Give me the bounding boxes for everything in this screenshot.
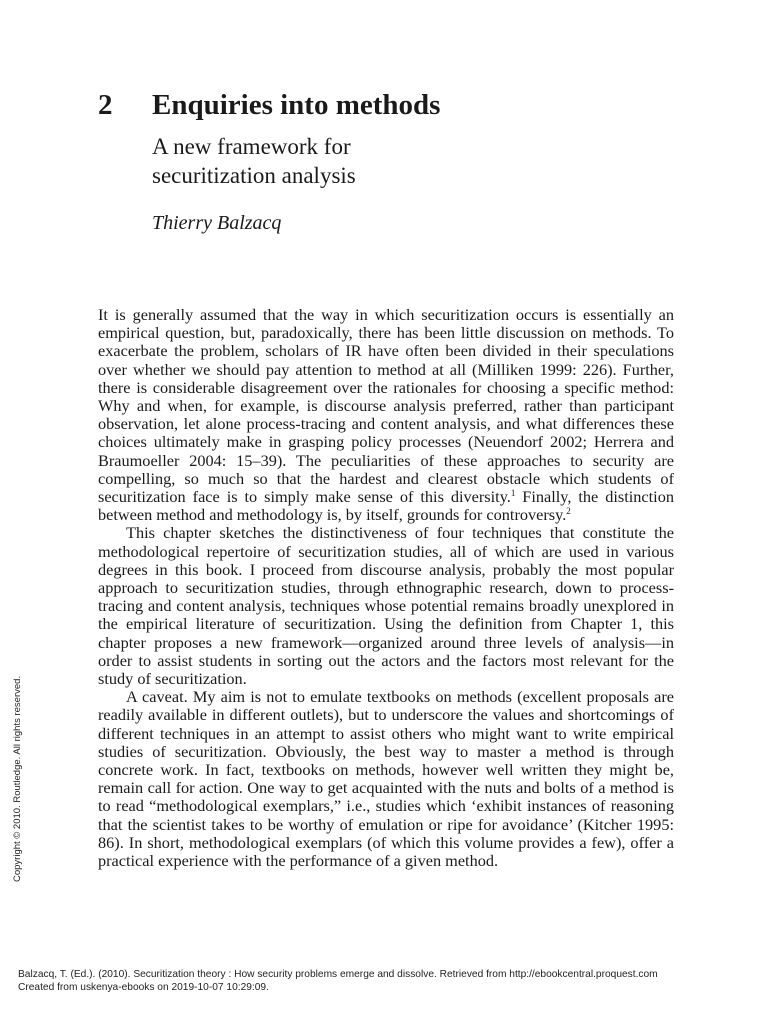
- paragraph-3: A caveat. My aim is not to emulate textbooks on methods (excellent proposals are readily available in different outlets), but to underscore the values and shortcomings of different techniques in an attempt to assist others who might want to write empirical studies of securitization. Obviously, the best way to master a method is through concrete work. In fact, textbooks on methods, however well written they might be, remain call for action. One way to get acquainted with the nuts and bolts of a method is to read “methodological exemplars,” i.e., studies which ‘exhibit instances of reasoning that the scientist takes to be worthy of emulation or ripe for avoidance’ (Kitcher 1995: 86). In short, methodological exemplars (of which this volume provides a few), offer a practical experience with the performance of a given method.: [98, 687, 674, 871]
- paragraph-1: [98, 306, 674, 524]
- chapter-number: 2: [98, 89, 113, 121]
- footer-citation: Balzacq, T. (Ed.). (2010). Securitization theory : How security problems emerge and dissolve. Retrieved from http://ebookcentral.proquest.com: [18, 969, 658, 980]
- chapter-heading: [98, 88, 698, 236]
- body-text: [98, 306, 674, 870]
- footnote-ref-1: 1: [510, 488, 516, 499]
- chapter-title: Enquiries into methods: [152, 89, 441, 121]
- footnote-ref-2: 2: [566, 506, 571, 517]
- paragraph-1-text-b: Finally, the distinction between method and methodology is, by itself, grounds for controversy.: [98, 487, 674, 525]
- footer-created: Created from uskenya-ebooks on 2019-10-07 10:29:09.: [18, 982, 269, 993]
- chapter-subtitle: A new framework for securitization analysis: [152, 134, 356, 188]
- chapter-author: Thierry Balzacq: [152, 212, 282, 234]
- paragraph-2: This chapter sketches the distinctiveness of four techniques that constitute the methodological repertoire of securitization studies, all of which are used in various degrees in this book. I proceed from discourse analysis, probably the most popular approach to securitization studies, through ethnographic research, down to process-tracing and content analysis, techniques whose potential remains broadly unexplored in the empirical literature of securitization. Using the definition from Chapter 1, this chapter proposes a new framework—organized around three levels of analysis—in order to assist students in sorting out the actors and the factors most relevant for the study of securitization.: [98, 523, 674, 689]
- page-footer: [18, 968, 658, 994]
- paragraph-1-text-a: It is generally assumed that the way in which securitization occurs is essentially an empirical question, but, paradoxically, there has been little discussion on methods. To exacerbate the problem, scholars of IR have often been divided in their speculations over whether we should pay attention to method at all (Milliken 1999: 226). Further, there is considerable disagreement over the rationales for choosing a specific method: Why and when, for example, is discourse analysis preferred, rather than participant observation, let alone process-tracing and content analysis, and what differences these choices ultimately make in grasping policy processes (Neuendorf 2002; Herrera and Braumoeller 2004: 15–39). The peculiarities of these approaches to security are compelling, so much so that the hardest and clearest obstacle which students of securitization face is to simply make sense of this diversity.: [98, 305, 674, 507]
- chapter-title-row: [98, 88, 698, 122]
- copyright-notice: Copyright © 2010. Routledge. All rights reserved.: [12, 675, 23, 882]
